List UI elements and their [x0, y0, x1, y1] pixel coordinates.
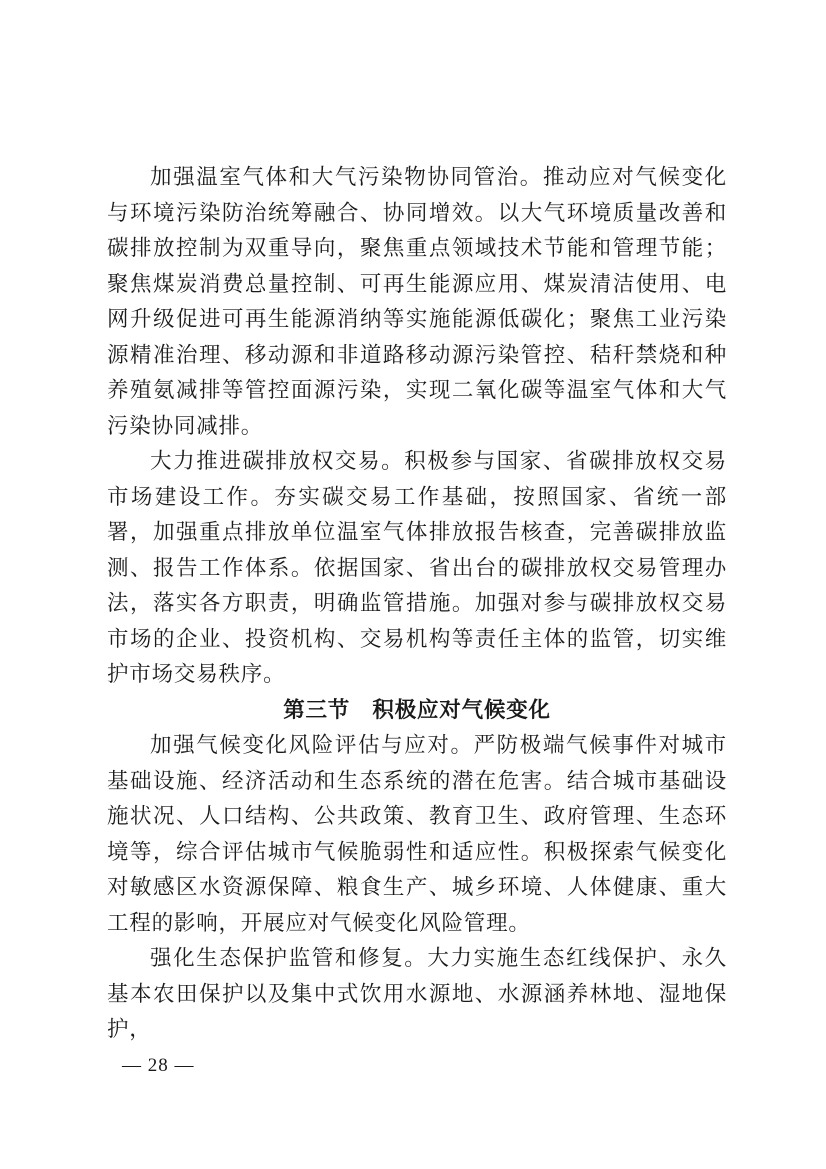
paragraph-ecological-protection: 强化生态保护监管和修复。大力实施生态红线保护、永久基本农田保护以及集中式饮用水源地、水源涵养林地、湿地保护， [107, 946, 727, 1042]
paragraph-ghg-pollutant-coordination: 加强温室气体和大气污染物协同管治。推动应对气候变化与环境污染防治统筹融合、协同增效。以大气环境质量改善和碳排放控制为双重导向，聚焦重点领域技术节能和管理节能；聚焦煤炭消费总量控制、可再生能源应用、煤炭清洁使用、电网升级促进可再生能源消纳等实施能源低碳化；聚焦工业污染源精准治理、移动源和非道路移动源污染管控、秸秆禁烧和种养殖氨减排等管控面源污染，实现二氧化碳等温室气体和大气污染协同减排。 [107, 165, 727, 439]
document-body [107, 160, 727, 1048]
paragraph-carbon-trading: 大力推进碳排放权交易。积极参与国家、省碳排放权交易市场建设工作。夯实碳交易工作基础，按照国家、省统一部署，加强重点排放单位温室气体排放报告核查，完善碳排放监测、报告工作体系。依据国家、省出台的碳排放权交易管理办法，落实各方职责，明确监管措施。加强对参与碳排放权交易市场的企业、投资机构、交易机构等责任主体的监管，切实维护市场交易秩序。 [107, 449, 727, 687]
paragraph-climate-risk: 加强气候变化风险评估与应对。严防极端气候事件对城市基础设施、经济活动和生态系统的潜在危害。结合城市基础设施状况、人口结构、公共政策、教育卫生、政府管理、生态环境等，综合评估城市气候脆弱性和适应性。积极探索气候变化对敏感区水资源保障、粮食生产、城乡环境、人体健康、重大工程的影响，开展应对气候变化风险管理。 [107, 733, 727, 936]
page-number: — 28 — [122, 1055, 195, 1076]
section-heading: 第三节 积极应对气候变化 [283, 697, 551, 723]
